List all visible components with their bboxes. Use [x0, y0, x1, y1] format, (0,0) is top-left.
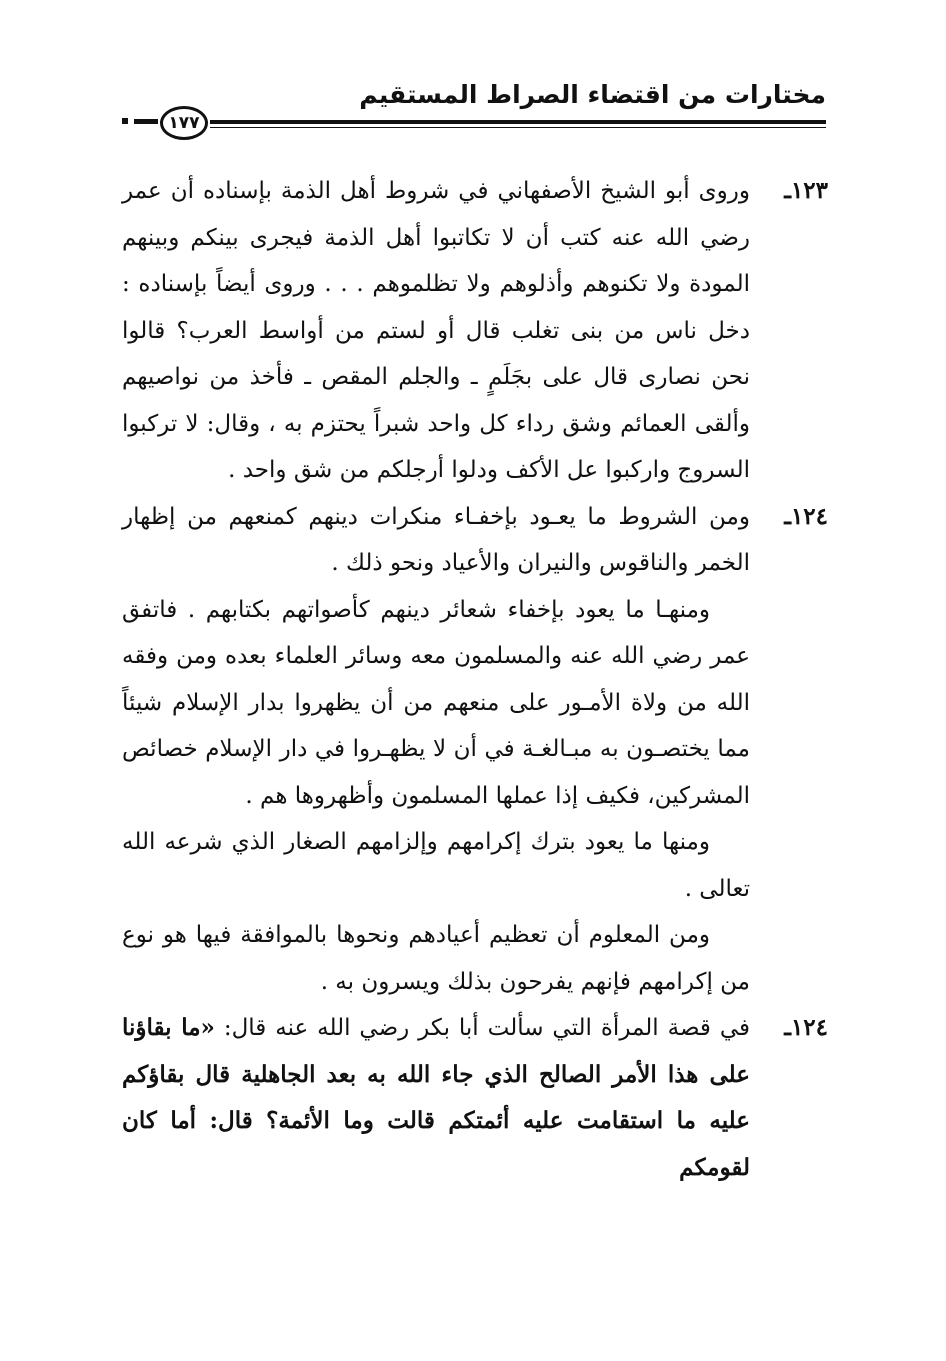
- header-rule: [210, 120, 826, 124]
- entry-number: ١٢٣ـ: [784, 177, 828, 204]
- paragraph: ومنها ما يعود بترك إكرامهم وإلزامهم الصغار الذي شرعه الله تعالى .: [122, 829, 750, 902]
- running-header: [120, 70, 826, 133]
- entry-number: ١٢٤ـ: [784, 502, 828, 530]
- entry-123: [122, 168, 828, 494]
- ornament-dot: [122, 118, 128, 124]
- book-title: مختارات من اقتضاء الصراط المستقيم: [359, 80, 826, 109]
- entry-lead-text: في قصة المرأة التي سألت أبا بكر رضي الله عنه قال:: [214, 1015, 751, 1041]
- entry-text: وروى أبو الشيخ الأصفهاني في شروط أهل الذمة بإسناده أن عمر رضي الله عنه كتب أن لا تكاتبوا أهل الذمة فيجرى بينكم وبينهم المودة ولا تكنوهم وأذلوهم ولا تظلموهم . . . وروى أيضاً بإسناده : دخل ناس من بنى تغلب قال أو لستم من أواسط العرب؟ قالوا نحن نصارى قال على بجَلَمٍ ـ والجلم المقص ـ فأخذ من نواصيهم وألقى العمائم وشق رداء كل واحد شبراً يحتزم به ، وقال: لا تركبوا السروج واركبوا عل الأكف ودلوا أرجلكم من شق واحد .: [122, 178, 750, 483]
- paragraph: ومن المعلوم أن تعظيم أعيادهم ونحوها بالموافقة فيها هو نوع من إكرامهم فإنهم يفرحون بذلك ويسرون به .: [122, 922, 750, 995]
- ornament-dash: [134, 119, 158, 124]
- entry-text: ومن الشروط ما يعـود بإخفـاء منكرات دينهم كمنعهم من إظهار الخمر والناقوس والنيران والأعياد ونحو ذلك .: [122, 503, 750, 576]
- page-body: [122, 168, 828, 1191]
- header-rule-thin: [210, 127, 826, 128]
- quoted-text: «ما بقاؤنا على هذا الأمر الصالح الذي جاء الله به بعد الجاهلية قال بقاؤكم عليه ما استقامت عليه أئمتكم قالت وما الأئمة؟ قال: أما كان لقومكم: [122, 1014, 750, 1181]
- page-number: ١٧٧: [160, 106, 208, 140]
- entry-number: ١٢٤ـ: [784, 1014, 828, 1041]
- paragraph: ومنهـا ما يعود بإخفاء شعائر دينهم كأصواتهم بكتابهم . فاتفق عمر رضي الله عنه والمسلمون معه وسائر العلماء بعده ومن وفقه الله من ولاة الأمـور على منعهم من أن يظهروا بدار الإسلام شيئاً مما يختصـون به مبـالغـة في أن لا يظهـروا في دار الإسلام خصائص المشركين، فكيف إذا عملها المسلمون وأظهروها هم .: [122, 596, 750, 809]
- entry-124-story: [122, 1005, 828, 1191]
- entry-124: [122, 494, 828, 587]
